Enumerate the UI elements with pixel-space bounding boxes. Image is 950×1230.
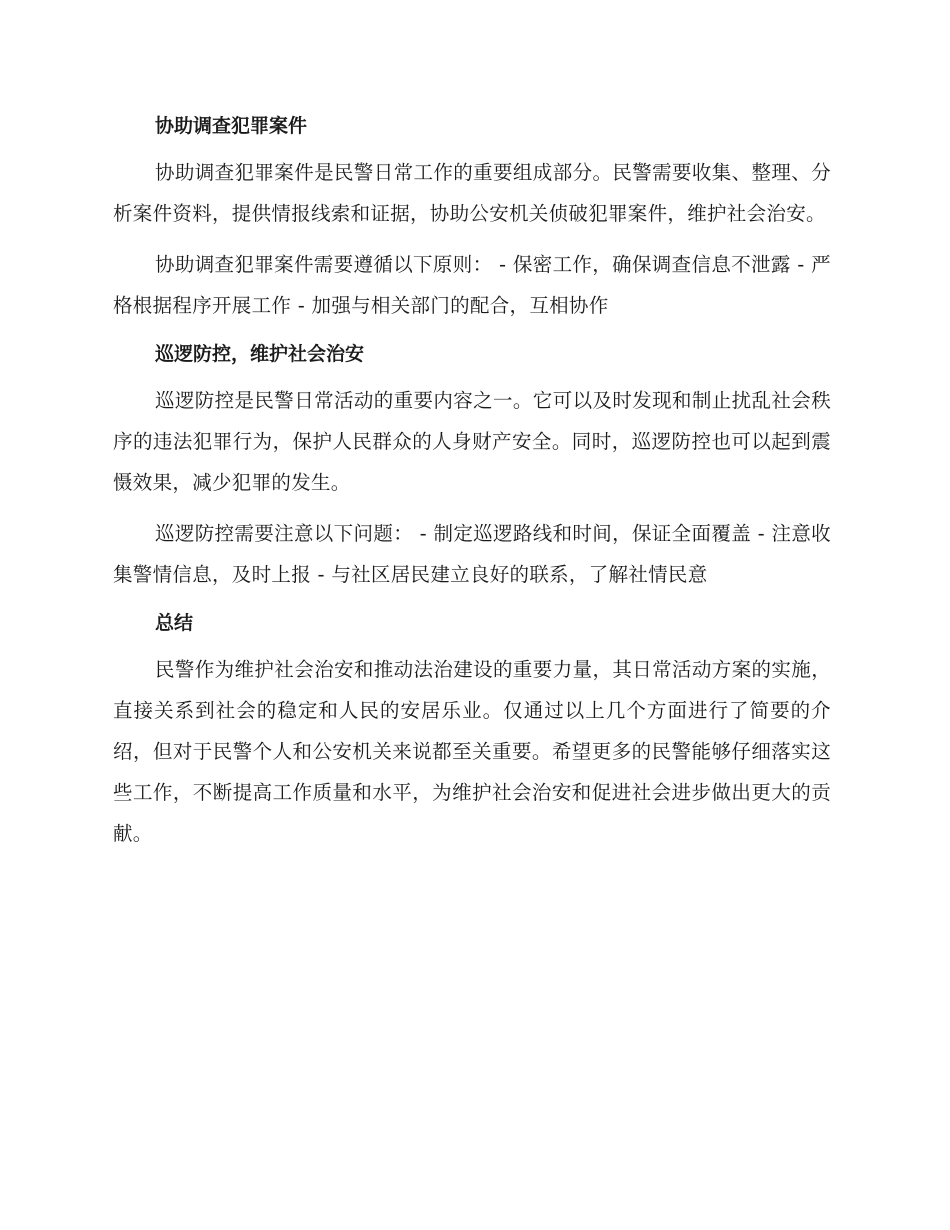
paragraph: 巡逻防控需要注意以下问题： - 制定巡逻路线和时间，保证全面覆盖 - 注意收集警情信息，及时上报 - 与社区居民建立良好的联系，了解社情民意	[113, 522, 831, 586]
paragraph: 协助调查犯罪案件是民警日常工作的重要组成部分。民警需要收集、整理、分析案件资料，提供情报线索和证据，协助公安机关侦破犯罪案件，维护社会治安。	[113, 161, 831, 225]
section-summary	[113, 605, 831, 854]
section-patrol	[113, 336, 831, 595]
section-heading: 协助调查犯罪案件	[155, 115, 308, 137]
section-heading: 总结	[155, 612, 194, 634]
paragraph: 协助调查犯罪案件需要遵循以下原则： - 保密工作，确保调查信息不泄露 - 严格根据程序开展工作 - 加强与相关部门的配合，互相协作	[113, 253, 831, 317]
section-heading: 巡逻防控，维护社会治安	[155, 343, 365, 365]
section-investigation	[113, 108, 831, 326]
paragraph: 巡逻防控是民警日常活动的重要内容之一。它可以及时发现和制止扰乱社会秩序的违法犯罪行为，保护人民群众的人身财产安全。同时，巡逻防控也可以起到震慑效果，减少犯罪的发生。	[113, 389, 831, 494]
paragraph: 民警作为维护社会治安和推动法治建设的重要力量，其日常活动方案的实施，直接关系到社会的稳定和人民的安居乐业。仅通过以上几个方面进行了简要的介绍，但对于民警个人和公安机关来说都至关重要。希望更多的民警能够仔细落实这些工作，不断提高工作质量和水平，为维护社会治安和促进社会进步做出更大的贡献。	[113, 658, 831, 845]
document-page	[113, 108, 831, 864]
